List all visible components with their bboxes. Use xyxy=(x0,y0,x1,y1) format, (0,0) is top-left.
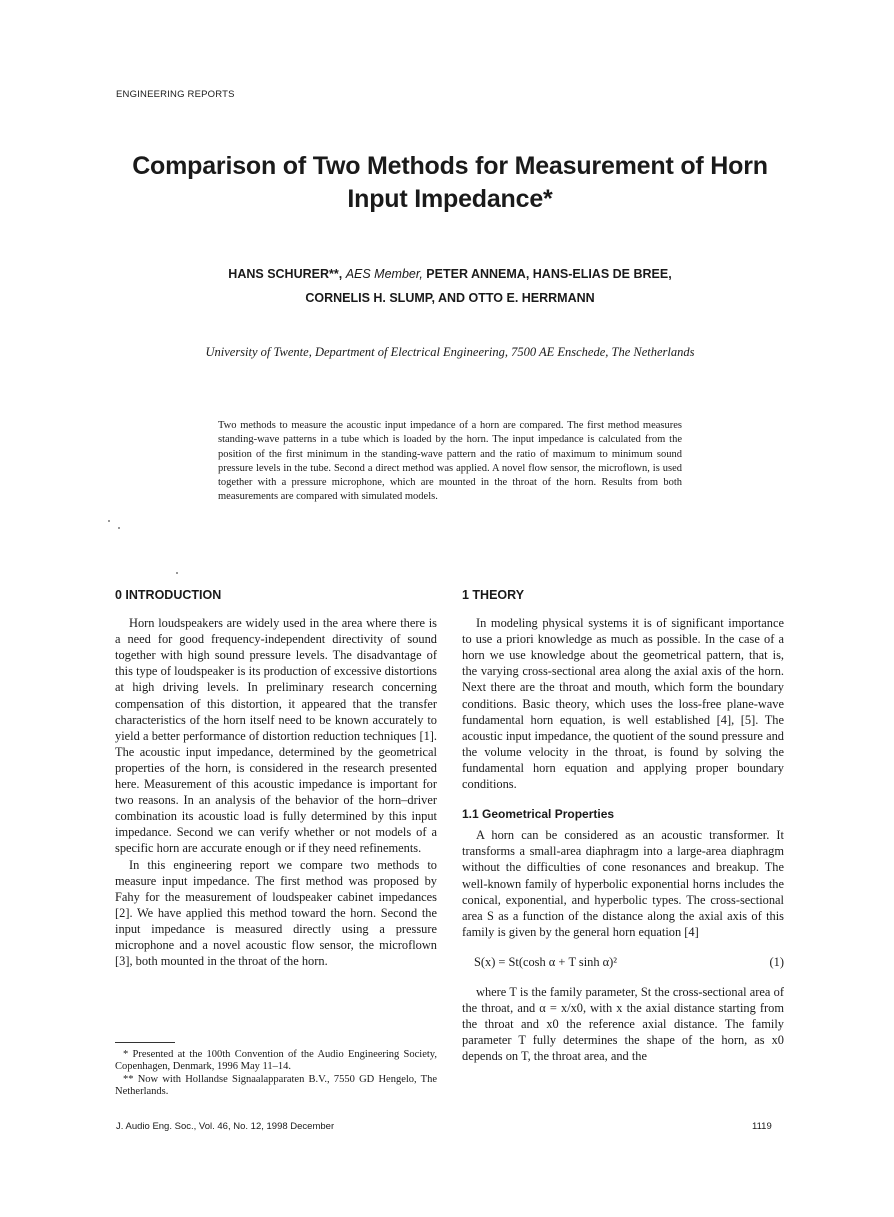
section-label: ENGINEERING REPORTS xyxy=(116,89,235,100)
intro-paragraph-2: In this engineering report we compare two methods to measure input impedance. The first method was proposed by Fahy for the measurement of loudspeaker cabinet impedances [2]. We have applied this method toward the horn. Second the input impedance is measured directly using a pressure microphone and a novel acoustic flow sensor, the microflown [3], both mounted in the throat of the horn. xyxy=(115,857,437,969)
affiliation: University of Twente, Department of Electrical Engineering, 7500 AE Enschede, The Netherlands xyxy=(205,345,695,359)
author-line-1 xyxy=(100,262,800,286)
title-line-2: Input Impedance* xyxy=(347,185,553,213)
title-line-1: Comparison of Two Methods for Measurement of Horn xyxy=(132,152,768,180)
equation-number: (1) xyxy=(769,954,784,969)
aes-member-note: AES Member, xyxy=(345,267,423,281)
intro-paragraph-1: Horn loudspeakers are widely used in the area where there is a need for good frequency-independent directivity of sound together with high sound pressure levels. The disadvantage of this type of loudspeaker is its production of excessive distortions at high driving levels. In preliminary research concerning compensation of this distortion, it appeared that the transfer characteristics of the horn itself need to be known accurately to yield a better performance of distortion reduction techniques [1]. The acoustic input impedance, determined by the geometrical properties of the horn, is considered in the research presented here. Measurement of this acoustic impedance is important for two reasons. In an analysis of the behavior of the horn–driver combination its acoustic load is fully determined by this input impedance. Second we can verify whether or not models of a specific horn are accurate enough or if they need refinements. xyxy=(115,616,437,856)
author-line-2: CORNELIS H. SLUMP, AND OTTO E. HERRMANN xyxy=(305,291,595,305)
author-list xyxy=(100,262,800,310)
author-name-1: HANS SCHURER**, xyxy=(228,267,343,281)
footnote-rule xyxy=(115,1042,175,1043)
theory-paragraph-1: In modeling physical systems it is of significant importance to use a priori knowledge as much as possible. In the case of a horn we use knowledge about the geometrical pattern, that is, the varying cross-sectional area along the axial axis of the horn. Next there are the throat and mouth, which form the boundary conditions. Basic theory, which uses the loss-free plane-wave fundamental horn equation, is well established [4], [5]. The acoustic input impedance, the quotient of the sound pressure and the volume velocity in the throat, is found by solving the fundamental horn equation and applying proper boundary conditions. xyxy=(462,616,784,792)
theory-paragraph-2: A horn can be considered as an acoustic transformer. It transforms a small-area diaphragm into a large-area diaphragm without the difficulties of cone resonances and breakup. The well-known family of hyperbolic exponential horns includes the conical, exponential, and hyperbolic types. The cross-sectional area S as a function of the distance along the axial axis of this family is given by the general horn equation [4] xyxy=(462,828,784,939)
scan-speck xyxy=(176,572,178,574)
right-column xyxy=(462,587,784,1064)
paper-title xyxy=(100,150,800,216)
scan-speck xyxy=(118,527,120,529)
author-line-1-rest: PETER ANNEMA, HANS-ELIAS DE BREE, xyxy=(426,267,672,281)
geometrical-properties-heading: 1.1 Geometrical Properties xyxy=(462,807,615,822)
equation-body: S(x) = St(cosh α + T sinh α)² xyxy=(474,954,617,969)
theory-heading: 1 THEORY xyxy=(462,588,525,602)
journal-citation: J. Audio Eng. Soc., Vol. 46, No. 12, 1998 December xyxy=(116,1121,335,1132)
introduction-heading: 0 INTRODUCTION xyxy=(115,588,222,602)
footnotes xyxy=(115,1042,437,1099)
footnote-1: * Presented at the 100th Convention of the Audio Engineering Society, Copenhagen, Denmark, 1996 May 11–14. xyxy=(115,1049,437,1073)
left-column xyxy=(115,587,437,969)
scan-speck xyxy=(108,520,110,522)
abstract: Two methods to measure the acoustic input impedance of a horn are compared. The first method measures standing-wave patterns in a tube which is loaded by the horn. The input impedance is calculated from the position of the first minimum in the standing-wave pattern and the ratio of maximum to minimum sound pressure levels in the tube. Second a direct method was applied. A novel flow sensor, the microflown, is used together with a pressure microphone, which are mounted in the throat of the horn. Results from both measurements are compared with simulated models. xyxy=(218,420,682,503)
theory-paragraph-3: where T is the family parameter, St the cross-sectional area of the throat, and α = x/x0, with x the axial distance starting from the throat and x0 the reference axial distance. The family parameter T fully determines the shape of the horn, as x0 depends on T, the throat area, and the xyxy=(462,984,784,1064)
footnote-2: ** Now with Hollandse Signaalapparaten B.V., 7550 GD Hengelo, The Netherlands. xyxy=(115,1073,437,1098)
horn-equation xyxy=(474,954,784,970)
page-number: 1119 xyxy=(752,1121,772,1132)
